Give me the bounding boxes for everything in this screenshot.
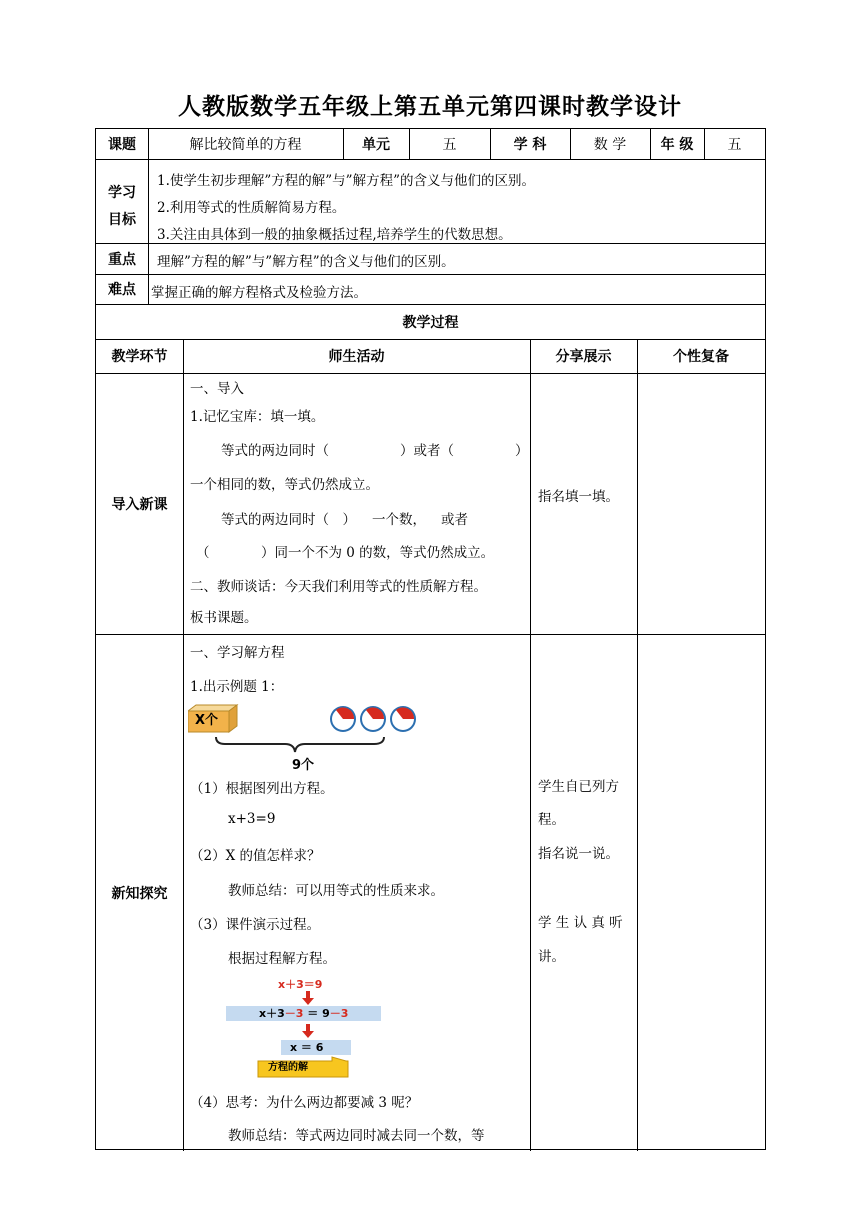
intro-line: ）同一个不为 0 的数，等式仍然成立。 — [261, 545, 495, 561]
key-point-value: 理解”方程的解”与”解方程”的含义与他们的区别。 — [157, 254, 455, 270]
intro-line: 一个相同的数，等式仍然成立。 — [190, 477, 379, 493]
new-line: （1）根据图列出方程。 — [190, 781, 334, 797]
key-point-label: 重点 — [108, 251, 136, 268]
box-label: X个 — [195, 713, 219, 728]
column-header-notes: 个性复备 — [673, 349, 729, 365]
step-eq2-part: －3 — [284, 1007, 304, 1020]
stage-intro: 导入新课 — [111, 496, 168, 513]
ball-icon — [360, 706, 386, 732]
grade-value: 五 — [727, 137, 742, 153]
intro-line: 1.记忆宝库：填一填。 — [190, 409, 325, 425]
col-divider — [637, 339, 638, 1151]
objective-item: 2.利用等式的性质解简易方程。 — [157, 200, 346, 216]
new-line: 教师总结：可以用等式的性质来求。 — [228, 883, 444, 899]
subject-label: 学 科 — [513, 137, 547, 153]
intro-line: 二、教师谈话：今天我们利用等式的性质解方程。 — [190, 579, 487, 595]
ball-icon — [330, 706, 356, 732]
new-share-line: 程。 — [538, 812, 565, 828]
new-line: 1.出示例题 1： — [190, 679, 284, 695]
new-share-line: 学 生 认 真 听 — [538, 915, 623, 931]
solution-steps — [226, 977, 386, 1081]
grade-label: 年 级 — [660, 137, 694, 153]
step-eq2-part: ＝ — [307, 1007, 319, 1020]
difficulty-label: 难点 — [108, 282, 136, 298]
column-header-share: 分享展示 — [555, 349, 612, 365]
intro-line: 等式的两边同时（ ） — [221, 512, 356, 528]
objective-item: 3.关注由具体到一般的抽象概括过程,培养学生的代数思想。 — [157, 227, 512, 243]
stage-new-knowledge: 新知探究 — [111, 885, 168, 902]
intro-share: 指名填一填。 — [538, 489, 619, 505]
intro-line: 一个数， — [372, 512, 426, 528]
objectives-label-1: 学习 — [108, 185, 136, 201]
intro-line: （ — [196, 545, 210, 561]
unit-value: 五 — [442, 137, 457, 153]
lesson-label: 课题 — [108, 137, 136, 153]
brace-icon — [216, 737, 384, 752]
page-title: 人教版数学五年级上第五单元第四课时教学设计 — [178, 94, 682, 120]
new-line: x+3=9 — [228, 811, 276, 827]
intro-line: 等式的两边同时（ — [221, 443, 329, 459]
row-divider — [96, 243, 765, 244]
step-eq2-part: x＋3 — [259, 1007, 285, 1020]
balls-svg — [328, 703, 418, 735]
example-illustration — [188, 703, 418, 775]
brace-label: 9个 — [292, 758, 315, 773]
solution-tag-label: 方程的解 — [268, 1062, 308, 1073]
col-divider — [530, 339, 531, 1151]
intro-line: 或者 — [441, 512, 468, 528]
down-arrow-icon — [302, 1024, 314, 1038]
new-line: （2）X 的值怎样求？ — [190, 848, 321, 864]
row-divider — [96, 634, 765, 635]
process-title: 教学过程 — [402, 314, 459, 331]
step-equation-2 — [259, 1007, 348, 1020]
row-divider — [96, 159, 765, 160]
lesson-plan-table — [95, 128, 766, 1150]
new-share-line: 指名说一说。 — [538, 846, 619, 862]
col-divider — [148, 159, 149, 304]
step-eq2-part: 9 — [322, 1007, 330, 1020]
unit-label: 单元 — [362, 137, 390, 153]
objective-item: 1.使学生初步理解”方程的解”与”解方程”的含义与他们的区别。 — [157, 173, 535, 189]
new-line: （4）思考：为什么两边都要减 3 呢？ — [190, 1095, 419, 1111]
intro-line: 板书课题。 — [190, 610, 258, 626]
new-line: 教师总结：等式两边同时减去同一个数，等 — [228, 1128, 485, 1144]
new-line: 根据过程解方程。 — [228, 951, 336, 967]
new-line: （3）课件演示过程。 — [190, 917, 321, 933]
new-share-line: 讲。 — [538, 949, 565, 965]
row-divider — [96, 274, 765, 275]
col-divider — [183, 339, 184, 1151]
intro-line: ）或者（ — [400, 443, 454, 459]
lesson-value: 解比较简单的方程 — [189, 137, 302, 153]
column-header-activity: 师生活动 — [328, 349, 385, 365]
row-divider — [96, 373, 765, 374]
step-equation-3: x ＝ 6 — [290, 1041, 324, 1054]
new-line: 一、学习解方程 — [190, 645, 285, 661]
step-eq2-part: －3 — [329, 1007, 349, 1020]
subject-value: 数 学 — [593, 137, 627, 153]
ball-icon — [390, 706, 416, 732]
difficulty-value: 掌握正确的解方程格式及检验方法。 — [151, 285, 367, 301]
intro-line: 一、导入 — [190, 381, 244, 397]
step-equation-1: x＋3＝9 — [278, 978, 323, 991]
intro-line: ） — [515, 443, 529, 459]
down-arrow-icon — [302, 991, 314, 1005]
column-header-stage: 教学环节 — [111, 349, 168, 365]
objectives-label-2: 目标 — [108, 212, 136, 228]
new-share-line: 学生自已列方 — [538, 779, 619, 795]
